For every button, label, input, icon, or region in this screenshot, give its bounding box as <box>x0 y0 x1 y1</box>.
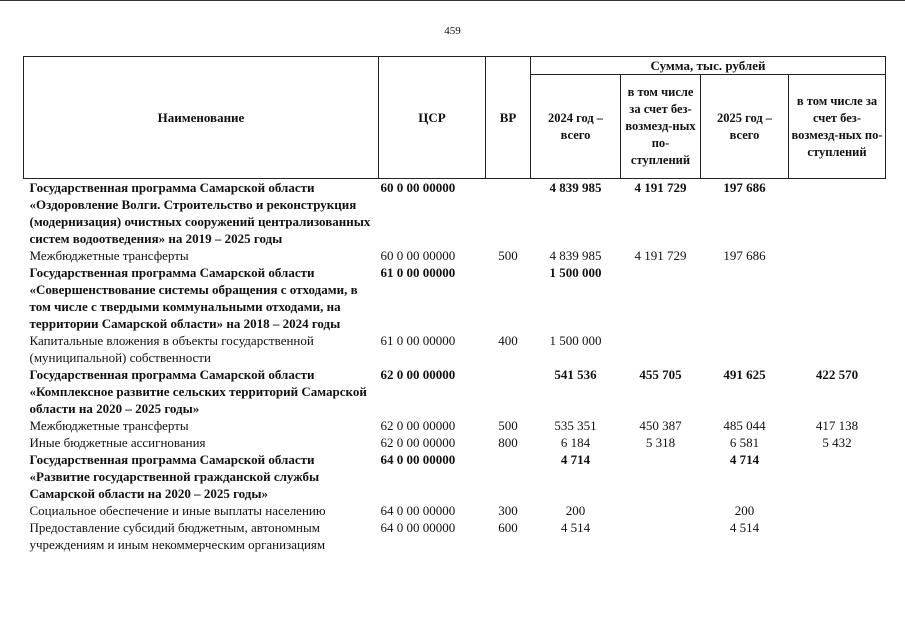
row-csr: 64 0 00 00000 <box>380 503 456 518</box>
table-row <box>24 502 886 519</box>
header-name: Наименование <box>24 57 379 179</box>
row-2024-free <box>621 519 701 553</box>
table-row <box>24 417 886 434</box>
row-name: Капитальные вложения в объекты государственной (муниципальной) собственности <box>29 333 314 365</box>
page-top-border <box>0 0 905 1</box>
row-2024-free <box>621 332 701 366</box>
row-2024-free <box>621 502 701 519</box>
row-2024-free: 450 387 <box>639 418 682 433</box>
row-2025-free: 5 432 <box>822 435 852 450</box>
table-header <box>24 57 886 179</box>
row-csr: 64 0 00 00000 <box>380 520 456 535</box>
row-csr: 60 0 00 00000 <box>380 180 456 195</box>
header-2024-free: в том числе за счет без-возмезд-ных по-ступлений <box>621 75 701 179</box>
row-name: Межбюджетные трансферты <box>29 418 189 433</box>
page-number: 459 <box>444 25 461 37</box>
row-vr <box>486 264 531 332</box>
row-vr <box>486 179 531 248</box>
table-row <box>24 451 886 502</box>
row-2024: 6 184 <box>560 435 591 450</box>
header-2024-total: 2024 год – всего <box>531 75 621 179</box>
row-2024: 4 839 985 <box>549 248 602 263</box>
row-name: Иные бюджетные ассигнования <box>29 435 206 450</box>
row-2025-free <box>789 502 886 519</box>
table-row <box>24 366 886 417</box>
row-name: Государственная программа Самарской области «Совершенствование системы обращения с отходами, в том числе с твердыми коммунальными отходами, на территории Самарской области» на 2018 – 2024 годы <box>29 265 358 331</box>
header-2025-free: в том числе за счет без-возмезд-ных по-ступлений <box>789 75 886 179</box>
row-name: Социальное обеспечение и иные выплаты населению <box>29 503 326 518</box>
row-2024-free: 4 191 729 <box>634 180 687 195</box>
row-2024: 4 839 985 <box>549 180 602 195</box>
row-2024-free <box>621 264 701 332</box>
header-csr: ЦСР <box>379 57 486 179</box>
row-csr: 61 0 00 00000 <box>380 333 456 348</box>
row-name: Государственная программа Самарской области «Комплексное развитие сельских территорий Самарской области на 2020 – 2025 годы» <box>29 367 367 416</box>
row-2024-free <box>621 451 701 502</box>
row-2025 <box>701 332 789 366</box>
row-csr: 62 0 00 00000 <box>380 435 456 450</box>
row-2025-free: 422 570 <box>815 367 859 382</box>
row-2024: 1 500 000 <box>549 333 602 348</box>
row-csr: 62 0 00 00000 <box>380 367 456 382</box>
row-vr: 500 <box>498 248 518 263</box>
row-2025: 491 625 <box>723 367 766 382</box>
table-row <box>24 247 886 264</box>
row-2025: 197 686 <box>723 180 766 195</box>
row-vr: 300 <box>498 503 518 518</box>
row-2024: 1 500 000 <box>549 265 602 280</box>
row-2025: 485 044 <box>723 418 766 433</box>
table-row <box>24 264 886 332</box>
row-name: Государственная программа Самарской области «Развитие государственной гражданской службы Самарской области на 2020 – 2025 годы» <box>29 452 320 501</box>
header-vr: ВР <box>486 57 531 179</box>
row-2025: 200 <box>734 503 755 518</box>
row-csr: 61 0 00 00000 <box>380 265 456 280</box>
row-csr: 62 0 00 00000 <box>380 418 456 433</box>
header-2025-total: 2025 год – всего <box>701 75 789 179</box>
row-vr <box>486 451 531 502</box>
row-2025-free: 417 138 <box>815 418 859 433</box>
row-2025-free <box>789 519 886 553</box>
table-row <box>24 332 886 366</box>
row-2025-free <box>789 451 886 502</box>
row-2025-free <box>789 264 886 332</box>
table-body <box>24 179 886 554</box>
row-2025 <box>701 264 789 332</box>
row-csr: 60 0 00 00000 <box>380 248 456 263</box>
row-name: Государственная программа Самарской области «Оздоровление Волги. Строительство и реконструкция (модернизация) очистных сооружений централизованных систем водоотведения» на 2019 – 2025 годы <box>29 180 371 246</box>
table-row <box>24 434 886 451</box>
row-2024: 4 714 <box>560 452 591 467</box>
row-2025-free <box>789 247 886 264</box>
row-name: Предоставление субсидий бюджетным, автономным учреждениям и иным некоммерческим организациям <box>29 520 326 552</box>
row-vr: 500 <box>498 418 518 433</box>
row-2024-free: 4 191 729 <box>634 248 687 263</box>
row-2024-free: 455 705 <box>639 367 682 382</box>
row-name: Межбюджетные трансферты <box>29 248 189 263</box>
row-2024-free: 5 318 <box>645 435 676 450</box>
row-vr: 800 <box>498 435 518 450</box>
row-vr: 600 <box>498 520 518 535</box>
row-2025: 197 686 <box>723 248 766 263</box>
table-row <box>24 179 886 248</box>
row-2024: 200 <box>565 503 586 518</box>
row-2025: 6 581 <box>729 435 760 450</box>
header-sum-group: Сумма, тыс. рублей <box>531 57 886 75</box>
row-2024: 535 351 <box>554 418 597 433</box>
row-2025-free <box>789 179 886 248</box>
row-csr: 64 0 00 00000 <box>380 452 456 467</box>
row-2024: 541 536 <box>554 367 597 382</box>
row-vr <box>486 366 531 417</box>
budget-table <box>23 56 886 553</box>
table-row <box>24 519 886 553</box>
row-vr: 400 <box>498 333 518 348</box>
row-2024: 4 514 <box>560 520 591 535</box>
row-2025-free <box>789 332 886 366</box>
row-2025: 4 714 <box>729 452 760 467</box>
row-2025: 4 514 <box>729 520 760 535</box>
